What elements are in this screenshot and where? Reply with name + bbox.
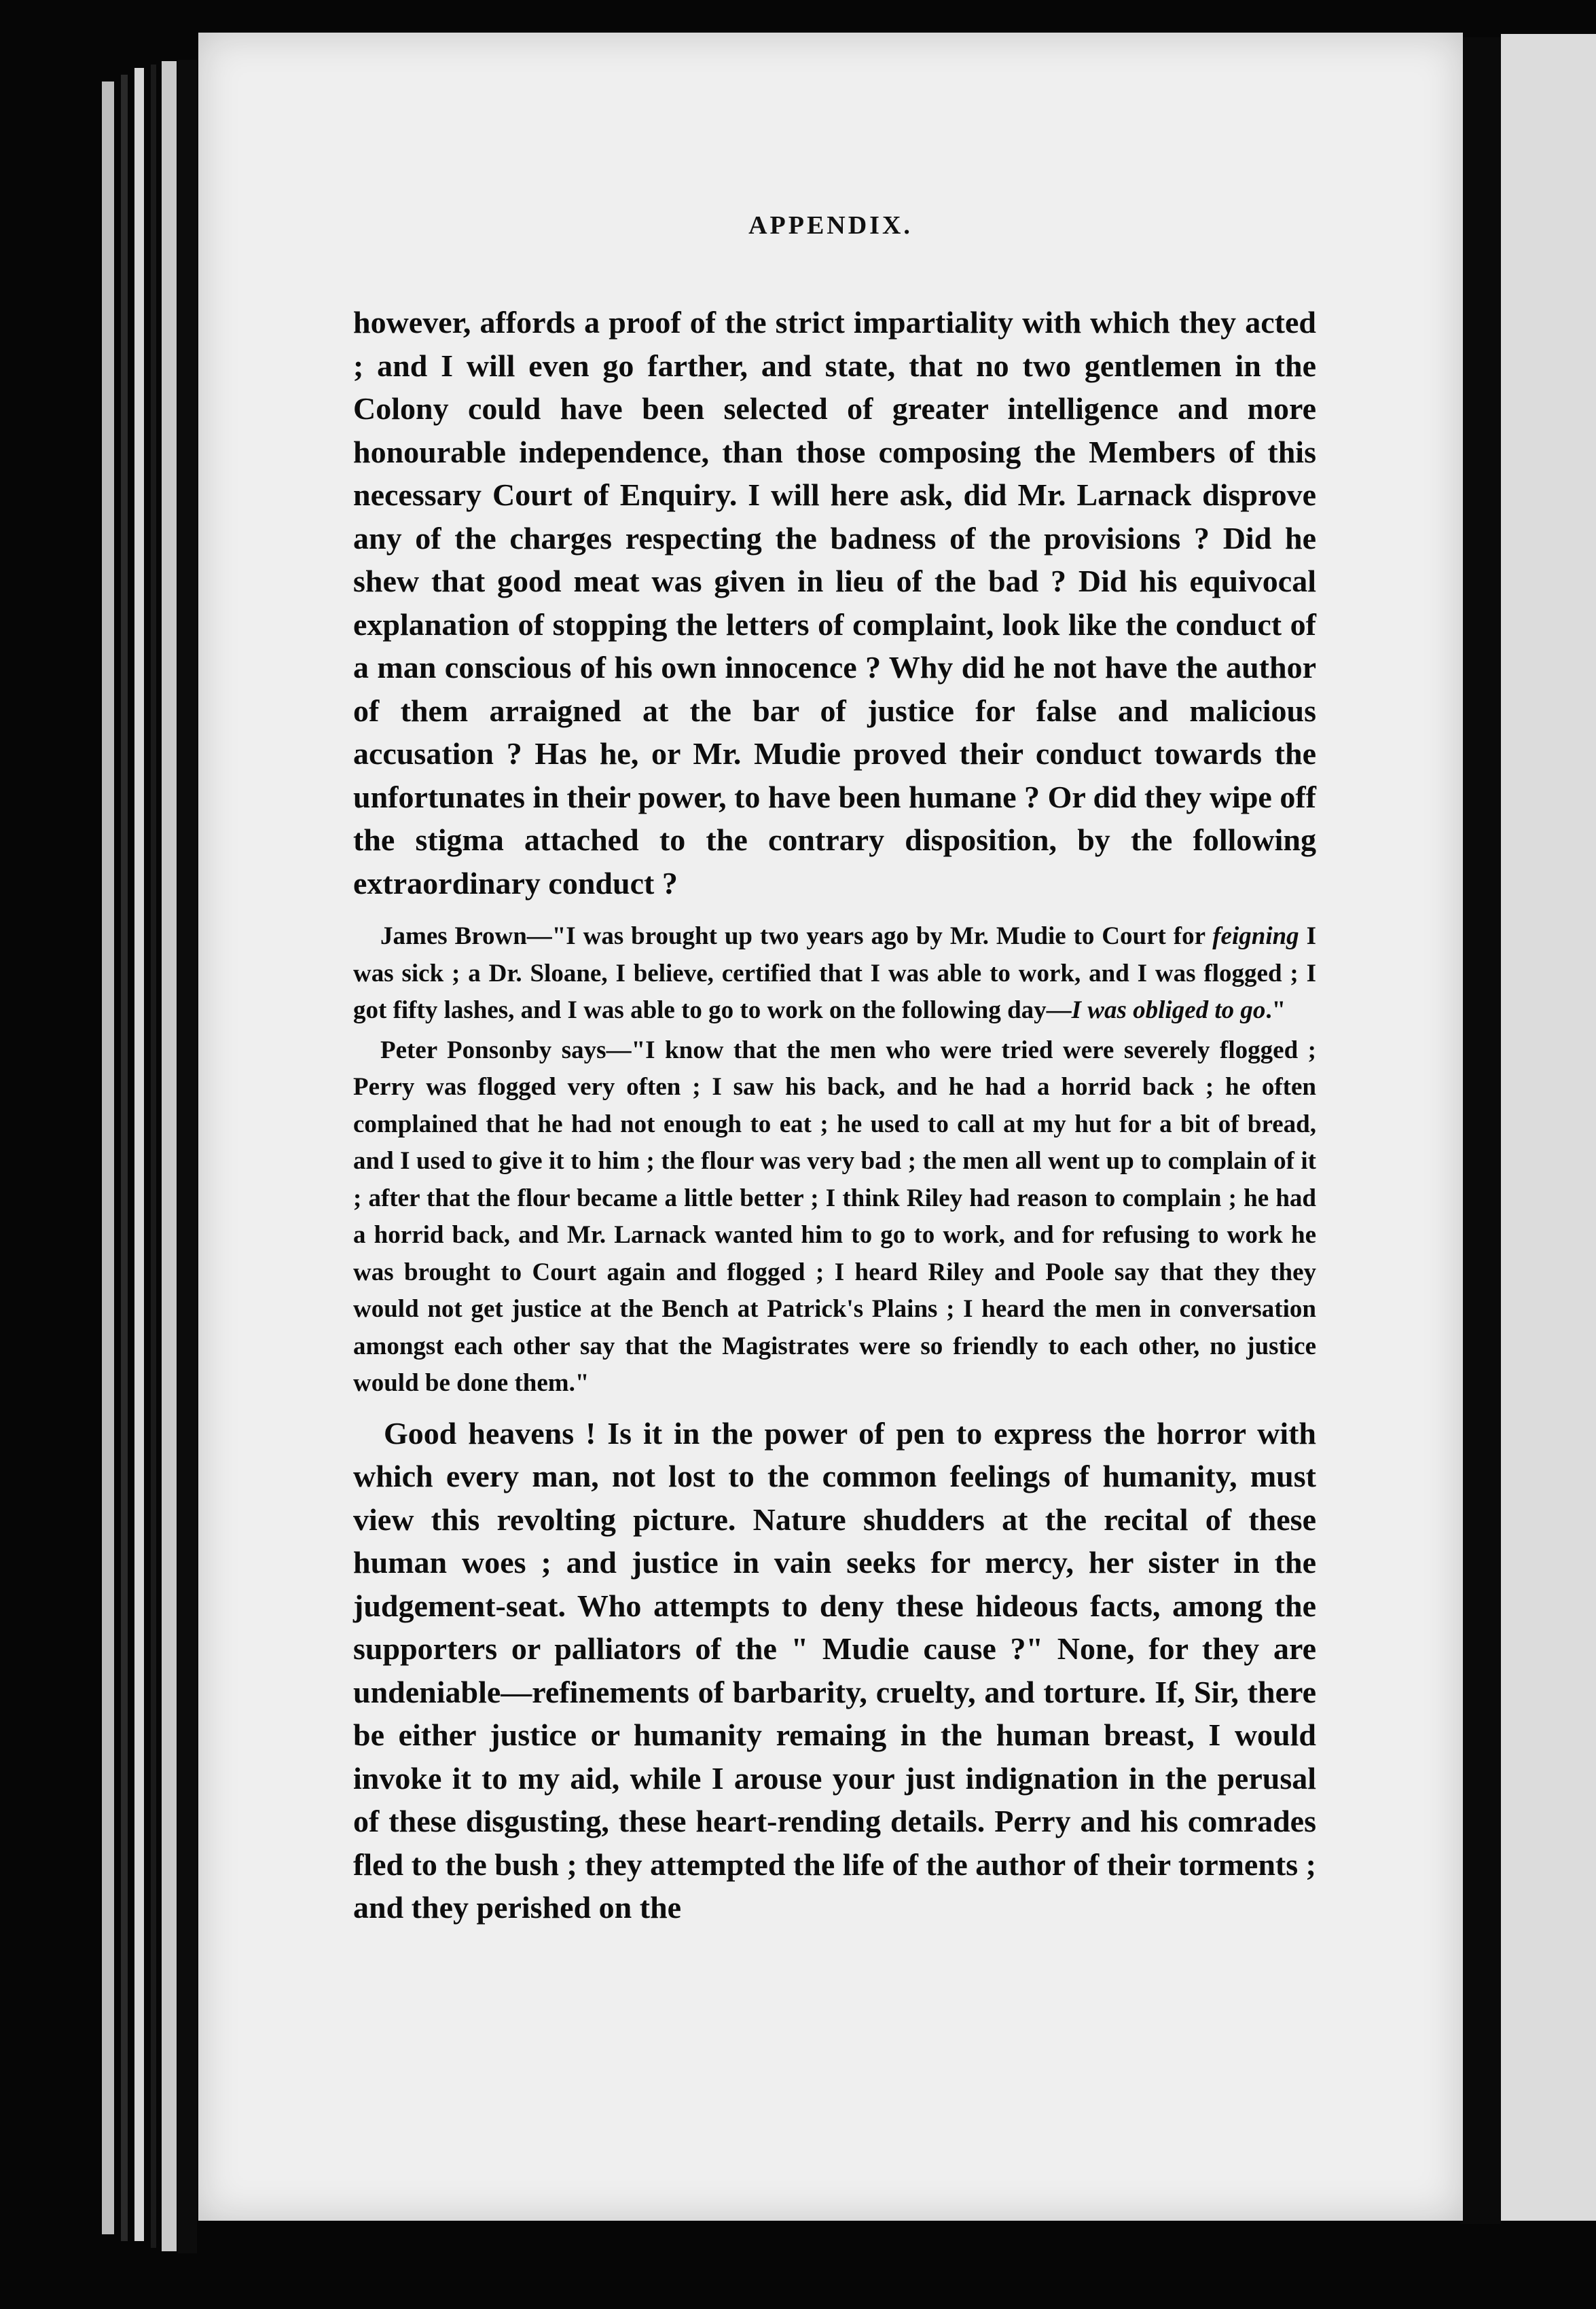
page-edge [151, 65, 156, 2248]
paragraph-2: Good heavens ! Is it in the power of pen to express the horror with which every man, not lost to the common feelings of humanity, must view this revolting picture. Nature shudders at the recital of these human woes ; and justice in vain seeks for mercy, her sister in the judgement-seat. Who attempts to deny these hideous facts, among the supporters or palliators of the " Mudie cause ?" None, for they are undeniable—refinements of barbarity, cruelty, and torture. If, Sir, there be either justice or humanity remaing in the human breast, I would invoke it to my aid, while I arouse your just indignation in the perusal of these disgusting, these heart-rending details. Perry and his comrades fled to the bush ; they attempted the life of the author of their torments ; and they perished on the [353, 1415, 1316, 1925]
facing-page-edge [1501, 34, 1596, 2221]
quote-emphasis: I was obliged to go [1071, 996, 1266, 1024]
quote-peter-ponsonby: Peter Ponsonby says—"I know that the men who were tried were severely flogged ; Perry was flogged very often ; I saw his back, and he had a horrid back ; he often complained that he had not enough to eat ; he used to call at my hut for a bit of bread, and I used to give it to him ; the flour was very bad ; the men all went up to complain of it ; after that the flour became a little better ; I think Riley had reason to complain ; he had a horrid back, and Mr. Larnack wanted him to go to work, and for refusing to work he was brought to Court again and flogged ; I heard Riley and Poole say that they they would not get justice at the Bench at Patrick's Plains ; I heard the men in conversation amongst each other say that the Magistrates were so friendly to each other, no justice would be done them." [353, 1036, 1316, 1397]
quote-emphasis: feigning [1212, 922, 1299, 950]
quote-james-brown [353, 918, 1316, 1030]
page-edge [102, 81, 114, 2234]
page-edge [178, 60, 197, 2253]
page-body [353, 301, 1316, 1929]
running-header: APPENDIX. [748, 211, 913, 240]
paragraph-1: however, affords a proof of the strict impartiality with which they acted ; and I will even go farther, and state, that no two gentlemen in the Colony could have been selected of greater intelligence and more honourable independence, than those composing the Members of this necessary Court of Enquiry. I will here ask, did Mr. Larnack disprove any of the charges respecting the badness of the provisions ? Did he shew that good meat was given in lieu of the bad ? Did his equivocal explanation of stopping the letters of complaint, look like the conduct of a man conscious of his own innocence ? Why did he not have the author of them arraigned at the bar of justice for false and malicious accusation ? Has he, or Mr. Mudie proved their conduct towards the unfortunates in their power, to have been humane ? Or did they wipe off the stigma attached to the contrary disposition, by the following extraordinary conduct ? [353, 305, 1316, 901]
page-edge [121, 75, 128, 2241]
quote-text: I was sick ; a Dr. Sloane, I believe, certified that I was able to work, and I was flogged ; I got fifty lashes, and I was able to go to work on the following day— [353, 922, 1316, 1024]
quote-text: ." [1265, 996, 1286, 1024]
page-edge [162, 61, 177, 2251]
book-page [198, 33, 1463, 2221]
page-edge [134, 68, 144, 2241]
book-gutter [1460, 37, 1501, 2224]
quote-text: James Brown—"I was brought up two years ago by Mr. Mudie to Court for [380, 922, 1213, 950]
